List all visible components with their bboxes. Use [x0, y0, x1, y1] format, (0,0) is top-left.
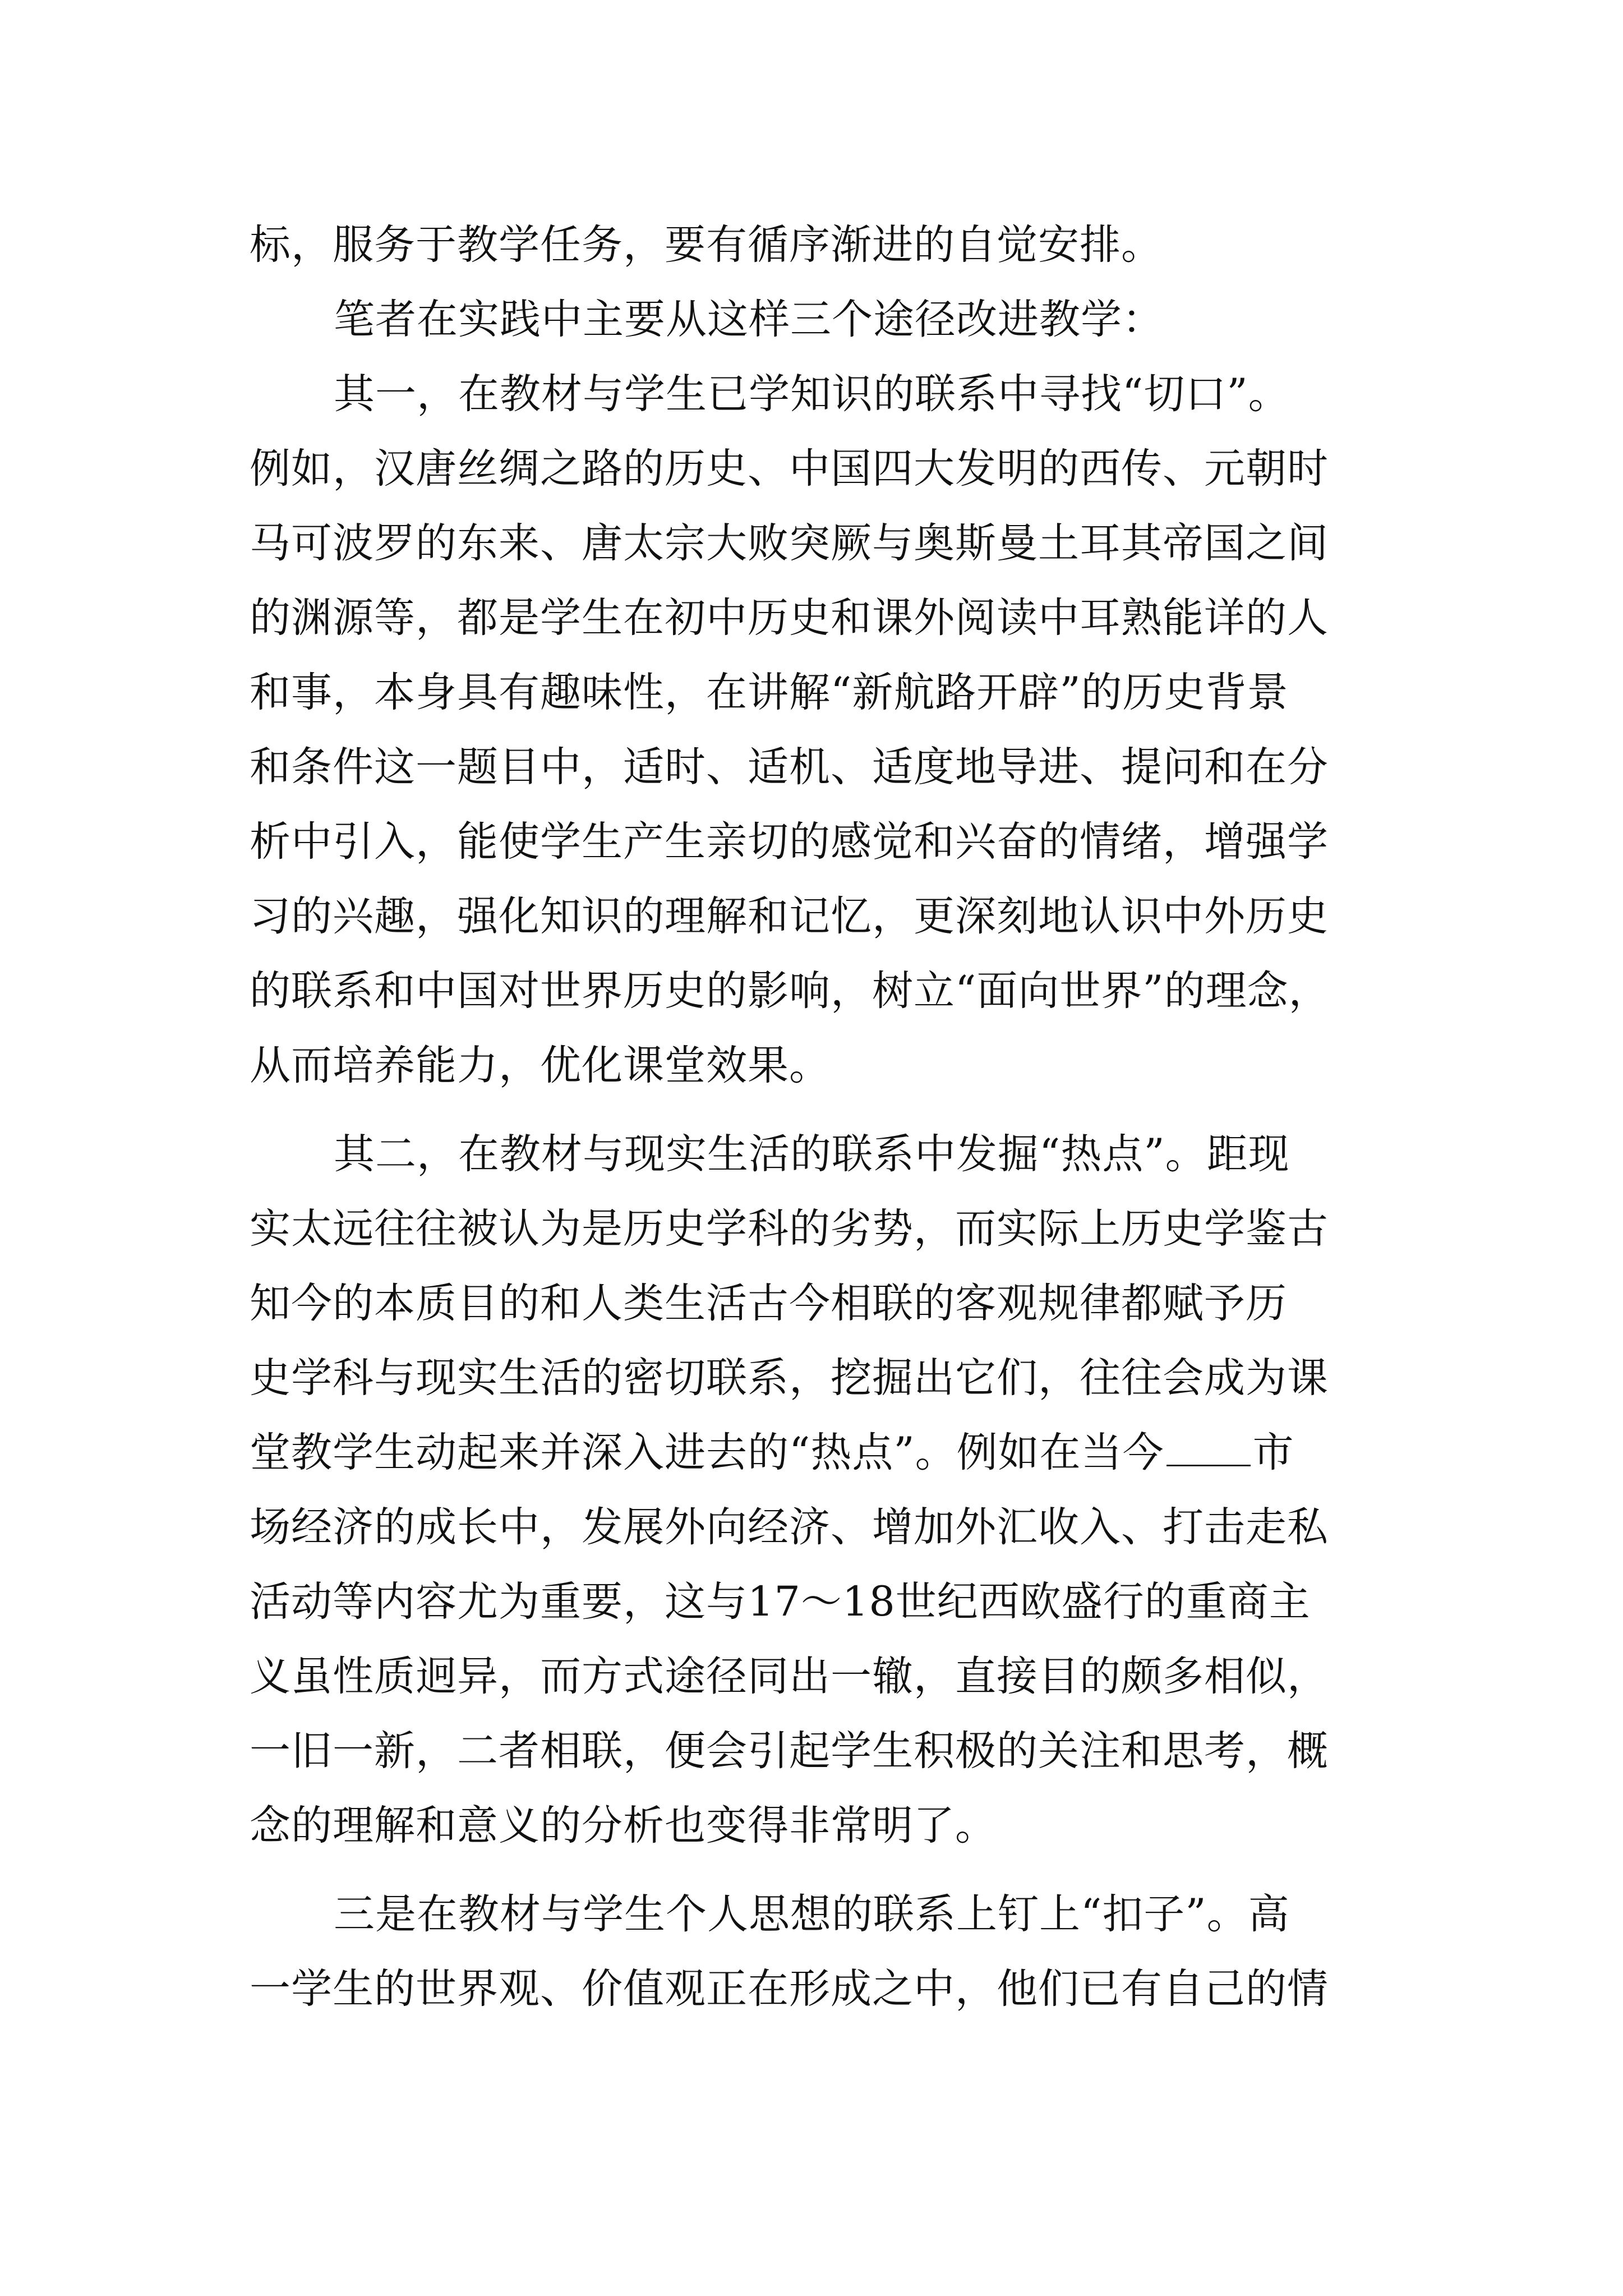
- text-line: 念的理解和意义的分析也变得非常明了。: [250, 1802, 997, 1849]
- blank-underline: [1166, 1431, 1251, 1466]
- text-line: 标，服务于教学任务，要有循序渐进的自觉安排。: [250, 221, 1163, 269]
- text-line: 例如，汉唐丝绸之路的历史、中国四大发明的西传、元朝时: [250, 445, 1329, 493]
- text-line: 从而培养能力，优化课堂效果。: [250, 1042, 831, 1089]
- text-line: 场经济的成长中，发展外向经济、增加外汇收入、打击走私: [250, 1503, 1329, 1551]
- paragraph-one-first-line: 其一，在教材与学生已学知识的联系中寻找“切口”。: [334, 370, 1290, 418]
- text-line: 活动等内容尤为重要，这与17～18世纪西欧盛行的重商主: [250, 1578, 1311, 1626]
- text-line: 和事，本身具有趣味性，在讲解“新航路开辟”的历史背景: [250, 669, 1289, 716]
- text-line: 的渊源等，都是学生在初中历史和课外阅读中耳熟能详的人: [250, 594, 1329, 642]
- text-after-blank: 市: [1252, 1429, 1294, 1476]
- paragraph-two-first-line: 其二，在教材与现实生活的联系中发掘“热点”。距现: [334, 1130, 1290, 1178]
- text-line: 一旧一新，二者相联，便会引起学生积极的关注和思考，概: [250, 1727, 1329, 1775]
- paragraph-intro: 笔者在实践中主要从这样三个途径改进教学：: [334, 296, 1164, 343]
- text-line: 的联系和中国对世界历史的影响，树立“面向世界”的理念，: [250, 967, 1330, 1015]
- text-line: 知今的本质目的和人类生活古今相联的客观规律都赋予历: [250, 1280, 1287, 1327]
- text-line-with-blank: [250, 1415, 1388, 1490]
- text-line: 和条件这一题目中，适时、适机、适度地导进、提问和在分: [250, 743, 1329, 791]
- text-before-blank: 堂教学生动起来并深入进去的“热点”。例如在当今: [250, 1429, 1164, 1476]
- text-line: 义虽性质迥异，而方式途径同出一辙，直接目的颇多相似，: [250, 1653, 1329, 1700]
- body-text: [250, 208, 1388, 2026]
- text-line: 史学科与现实生活的密切联系，挖掘出它们，往往会成为课: [250, 1354, 1329, 1402]
- text-line: 习的兴趣，强化知识的理解和记忆，更深刻地认识中外历史: [250, 892, 1329, 940]
- paragraph-three-first-line: 三是在教材与学生个人思想的联系上钉上“扣子”。高: [334, 1890, 1290, 1938]
- paragraph-spacer: [250, 1863, 1388, 1877]
- text-line: 马可波罗的东来、唐太宗大败突厥与奥斯曼土耳其帝国之间: [250, 519, 1329, 567]
- text-line: 析中引入，能使学生产生亲切的感觉和兴奋的情绪，增强学: [250, 818, 1329, 866]
- text-line: 一学生的世界观、价值观正在形成之中，他们已有自己的情: [250, 1965, 1329, 2013]
- paragraph-spacer: [250, 1103, 1388, 1117]
- text-line: 实太远往往被认为是历史学科的劣势，而实际上历史学鉴古: [250, 1205, 1329, 1253]
